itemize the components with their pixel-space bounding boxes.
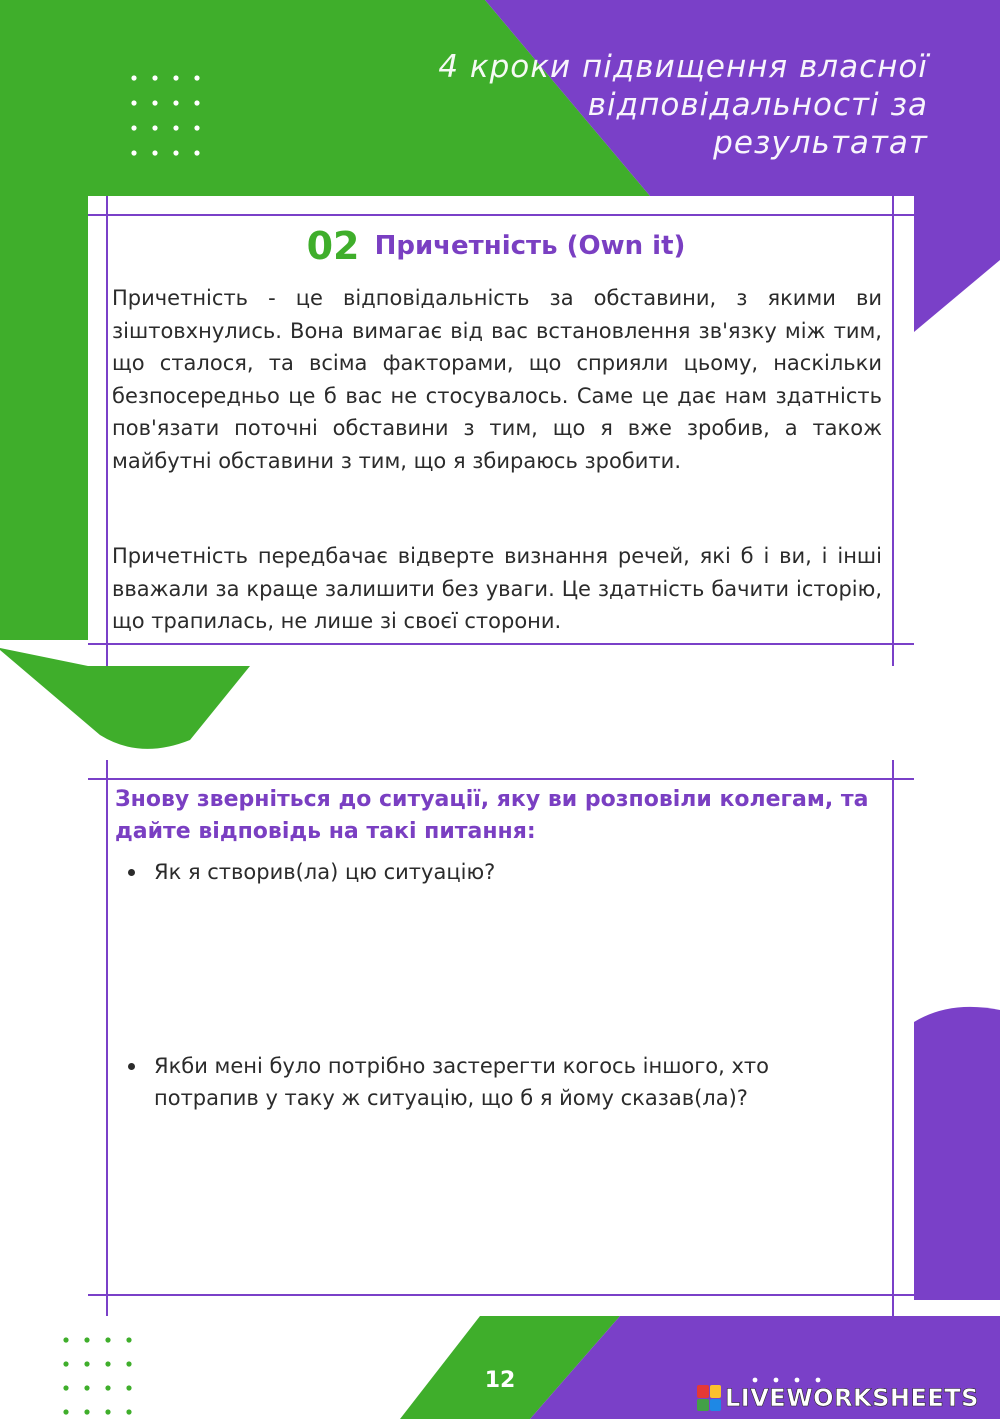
section-paragraph-1: Причетність - це відповідальність за обставини, з якими ви зіштовхнулись. Вона вимагає від вас встановлення зв'язку між тим, що сталося, та всіма факторами, що сприяли цьому, наскільки безпосередньо це б вас не стосувалось. Саме це дає нам здатність пов'язати поточні обставини з тим, що я вже зробив, а також майбутні обставини з тим, що я збираюсь зробити. <box>112 286 882 473</box>
green-left-band <box>0 196 88 640</box>
frame-line-top <box>88 214 914 216</box>
frame-line-right <box>892 196 894 666</box>
exercise-frame-bottom <box>88 1294 914 1296</box>
exercise-frame-top <box>88 778 914 780</box>
liveworksheets-logo-icon <box>697 1385 721 1411</box>
section-heading <box>110 224 882 268</box>
exercise-frame-left <box>106 760 108 1316</box>
frame-line-bottom <box>88 643 914 645</box>
liveworksheets-watermark <box>697 1383 979 1413</box>
step-number: 02 <box>306 224 360 268</box>
page-number: 12 <box>484 1368 516 1393</box>
purple-right-blob <box>914 1007 1000 1300</box>
header-title-line2: відповідальності за результатат <box>587 87 928 161</box>
watermark-text: LIVEWORKSHEETS <box>725 1384 979 1412</box>
question-item <box>128 856 848 888</box>
question-text: Як я створив(ла) цю ситуацію? <box>154 860 496 884</box>
bullet-icon <box>128 1063 135 1070</box>
frame-line-left <box>106 196 108 666</box>
section-paragraph-2: Причетність передбачає відверте визнання речей, які б і ви, і інші вважали за краще залишити без уваги. Це здатність бачити історію, що трапилась, не лише зі своєї сторони. <box>112 544 882 633</box>
question-item <box>128 1050 848 1114</box>
bullet-icon <box>128 869 135 876</box>
document-header-title <box>368 48 928 162</box>
question-text: Якби мені було потрібно застерегти когось іншого, хто потрапив у таку ж ситуацію, що б я йому сказав(ла)? <box>154 1054 770 1110</box>
header-title-line1: 4 кроки підвищення власної <box>438 49 928 85</box>
dot-grid-bottom <box>63 1337 131 1414</box>
section-title: Причетність (Own it) <box>374 231 686 261</box>
exercise-prompt: Знову зверніться до ситуації, яку ви розповіли колегам, та дайте відповідь на такі питання: <box>115 787 869 844</box>
